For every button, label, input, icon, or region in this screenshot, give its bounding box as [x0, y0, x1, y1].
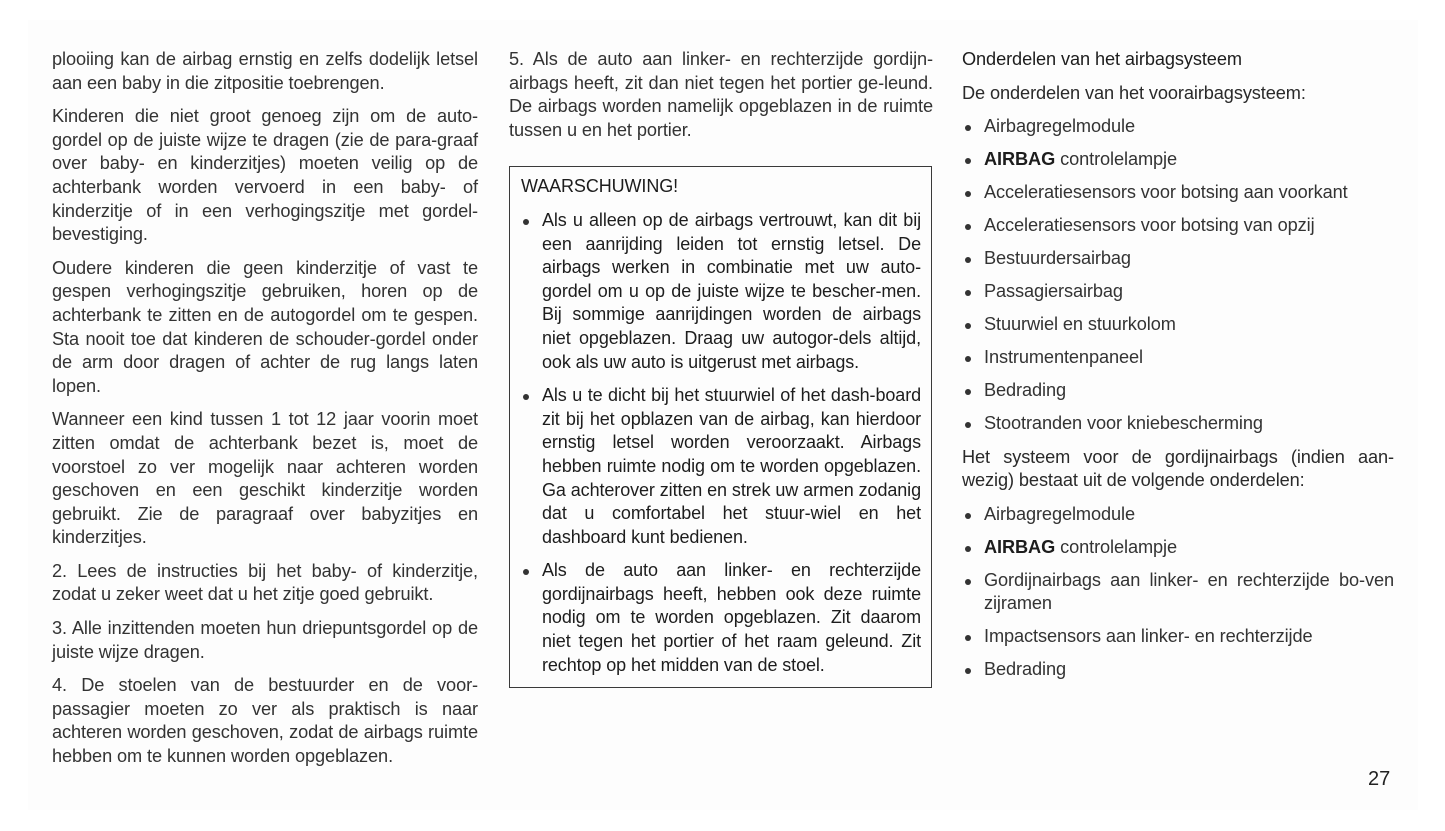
- warning-item-text: Als de auto aan linker- en rechterzijde gordijnairbags heeft, hebben ook deze ruimte nodig om te worden opgeblazen. Zit daarom niet tegen het portier of het raam geleund. Zit rechtop op het midden van de stoel.: [542, 560, 921, 675]
- bullet-icon: [965, 257, 971, 263]
- bullet-icon: [965, 125, 971, 131]
- bullet-icon: [965, 224, 971, 230]
- warning-item: [521, 559, 921, 677]
- list-item: Airbagregelmodule: [962, 503, 1394, 527]
- bullet-icon: [523, 394, 529, 400]
- paragraph-child-front-seat: Wanneer een kind tussen 1 tot 12 jaar voorin moet zitten omdat de achterbank bezet is, moet de voorstoel zo ver mogelijk naar achteren worden geschoven en een geschikt kinderzitje worden gebruikt. Zie de paragraaf over babyzitjes en kinderzitjes.: [52, 409, 478, 548]
- bullet-icon: [965, 323, 971, 329]
- bullet-icon: [965, 191, 971, 197]
- curtain-airbag-parts-list: [962, 503, 1394, 682]
- list-item: Stuurwiel en stuurkolom: [962, 313, 1394, 337]
- list-item: Gordijnairbags aan linker- en rechterzijde bo-ven zijramen: [962, 569, 1394, 616]
- bullet-icon: [965, 389, 971, 395]
- warning-list: [521, 209, 921, 677]
- bullet-icon: [965, 290, 971, 296]
- warning-item: [521, 384, 921, 549]
- list-item: Instrumentenpaneel: [962, 346, 1394, 370]
- bullet-icon: [965, 668, 971, 674]
- bullet-icon: [965, 546, 971, 552]
- list-item: Acceleratiesensors voor botsing van opzij: [962, 214, 1394, 238]
- paragraph-baby-injury: plooiing kan de airbag ernstig en zelfs dodelijk letsel aan een baby in die zitpositie toebrengen.: [52, 49, 478, 93]
- middle-column: [509, 48, 933, 688]
- warning-item-text: Als u te dicht bij het stuurwiel of het dash-board zit bij het opblazen van de airbag, kan hierdoor ernstig letsel worden veroorzaakt. Airbags hebben ruimte nodig om te worden opgeblazen. Ga achterover zitten en strek uw armen zodanig dat u comfortabel het stuur-wiel en het dashboard kunt bedienen.: [542, 385, 921, 547]
- paragraph-older-children: Oudere kinderen die geen kinderzitje of vast te gespen verhogingszitje gebruiken, horen op de achterbank te zitten en de autogordel om te gespen. Sta nooit toe dat kinderen de schouder-gordel onder de arm door dragen of achter de rug langs laten lopen.: [52, 257, 478, 396]
- right-column: [962, 48, 1394, 692]
- left-column: [52, 48, 478, 779]
- bullet-icon: [965, 635, 971, 641]
- instruction-4: 4. De stoelen van de bestuurder en de voor-passagier moeten zo ver als praktisch is naar achteren worden geschoven, zodat de airbags ruimte hebben om te kunnen worden opgeblazen.: [52, 675, 478, 767]
- list-item: Bedrading: [962, 379, 1394, 403]
- front-airbag-intro: De onderdelen van het voorairbagsysteem:: [962, 82, 1306, 103]
- list-item: Bedrading: [962, 658, 1394, 682]
- warning-box: [509, 166, 932, 688]
- section-title: Onderdelen van het airbagsysteem: [962, 49, 1242, 69]
- bullet-icon: [523, 569, 529, 575]
- bullet-icon: [965, 158, 971, 164]
- instruction-5: 5. Als de auto aan linker- en rechterzijde gordijn-airbags heeft, zit dan niet tegen het portier ge-leund. De airbags worden namelijk opgeblazen in de ruimte tussen u en het portier.: [509, 49, 933, 140]
- list-item: Acceleratiesensors voor botsing aan voorkant: [962, 181, 1394, 205]
- page-number: 27: [1368, 768, 1391, 790]
- bullet-icon: [965, 579, 971, 585]
- instruction-2: 2. Lees de instructies bij het baby- of kinderzitje, zodat u zeker weet dat u het zitje goed gebruikt.: [52, 560, 478, 605]
- list-item: Passagiersairbag: [962, 280, 1394, 304]
- bullet-icon: [523, 219, 529, 225]
- list-item: Stootranden voor kniebescherming: [962, 412, 1394, 436]
- list-item: Bestuurdersairbag: [962, 247, 1394, 271]
- front-airbag-parts-list: [962, 115, 1394, 435]
- list-item: AIRBAG controlelampje: [962, 148, 1394, 172]
- curtain-airbag-intro: Het systeem voor de gordijnairbags (indien aan-wezig) bestaat uit de volgende onderdelen:: [962, 446, 1394, 491]
- list-item: Airbagregelmodule: [962, 115, 1394, 139]
- bullet-icon: [965, 356, 971, 362]
- paragraph-children-backseat: Kinderen die niet groot genoeg zijn om de auto-gordel op de juiste wijze te dragen (zie de para-graaf over baby- en kinderzitjes) moeten veilig op de achterbank worden vervoerd in een baby- of kinderzitje of in een verhogingszitje met gordel-bevestiging.: [52, 106, 478, 245]
- list-item: Impactsensors aan linker- en rechterzijde: [962, 625, 1394, 649]
- warning-item-text: Als u alleen op de airbags vertrouwt, kan dit bij een aanrijding leiden tot ernstig letsel. De airbags werken in combinatie met uw auto-gordel om u op de juiste wijze te bescher-men. Bij sommige aanrijdingen worden de airbags niet opgeblazen. Draag uw autogor-dels altijd, ook als uw auto is uitgerust met airbags.: [542, 209, 921, 372]
- instruction-3: 3. Alle inzittenden moeten hun driepuntsgordel op de juiste wijze dragen.: [52, 618, 478, 662]
- warning-title: WAARSCHUWING!: [521, 176, 679, 197]
- bullet-icon: [965, 422, 971, 428]
- bullet-icon: [965, 513, 971, 519]
- list-item: AIRBAG controlelampje: [962, 536, 1394, 560]
- warning-item: [521, 209, 921, 374]
